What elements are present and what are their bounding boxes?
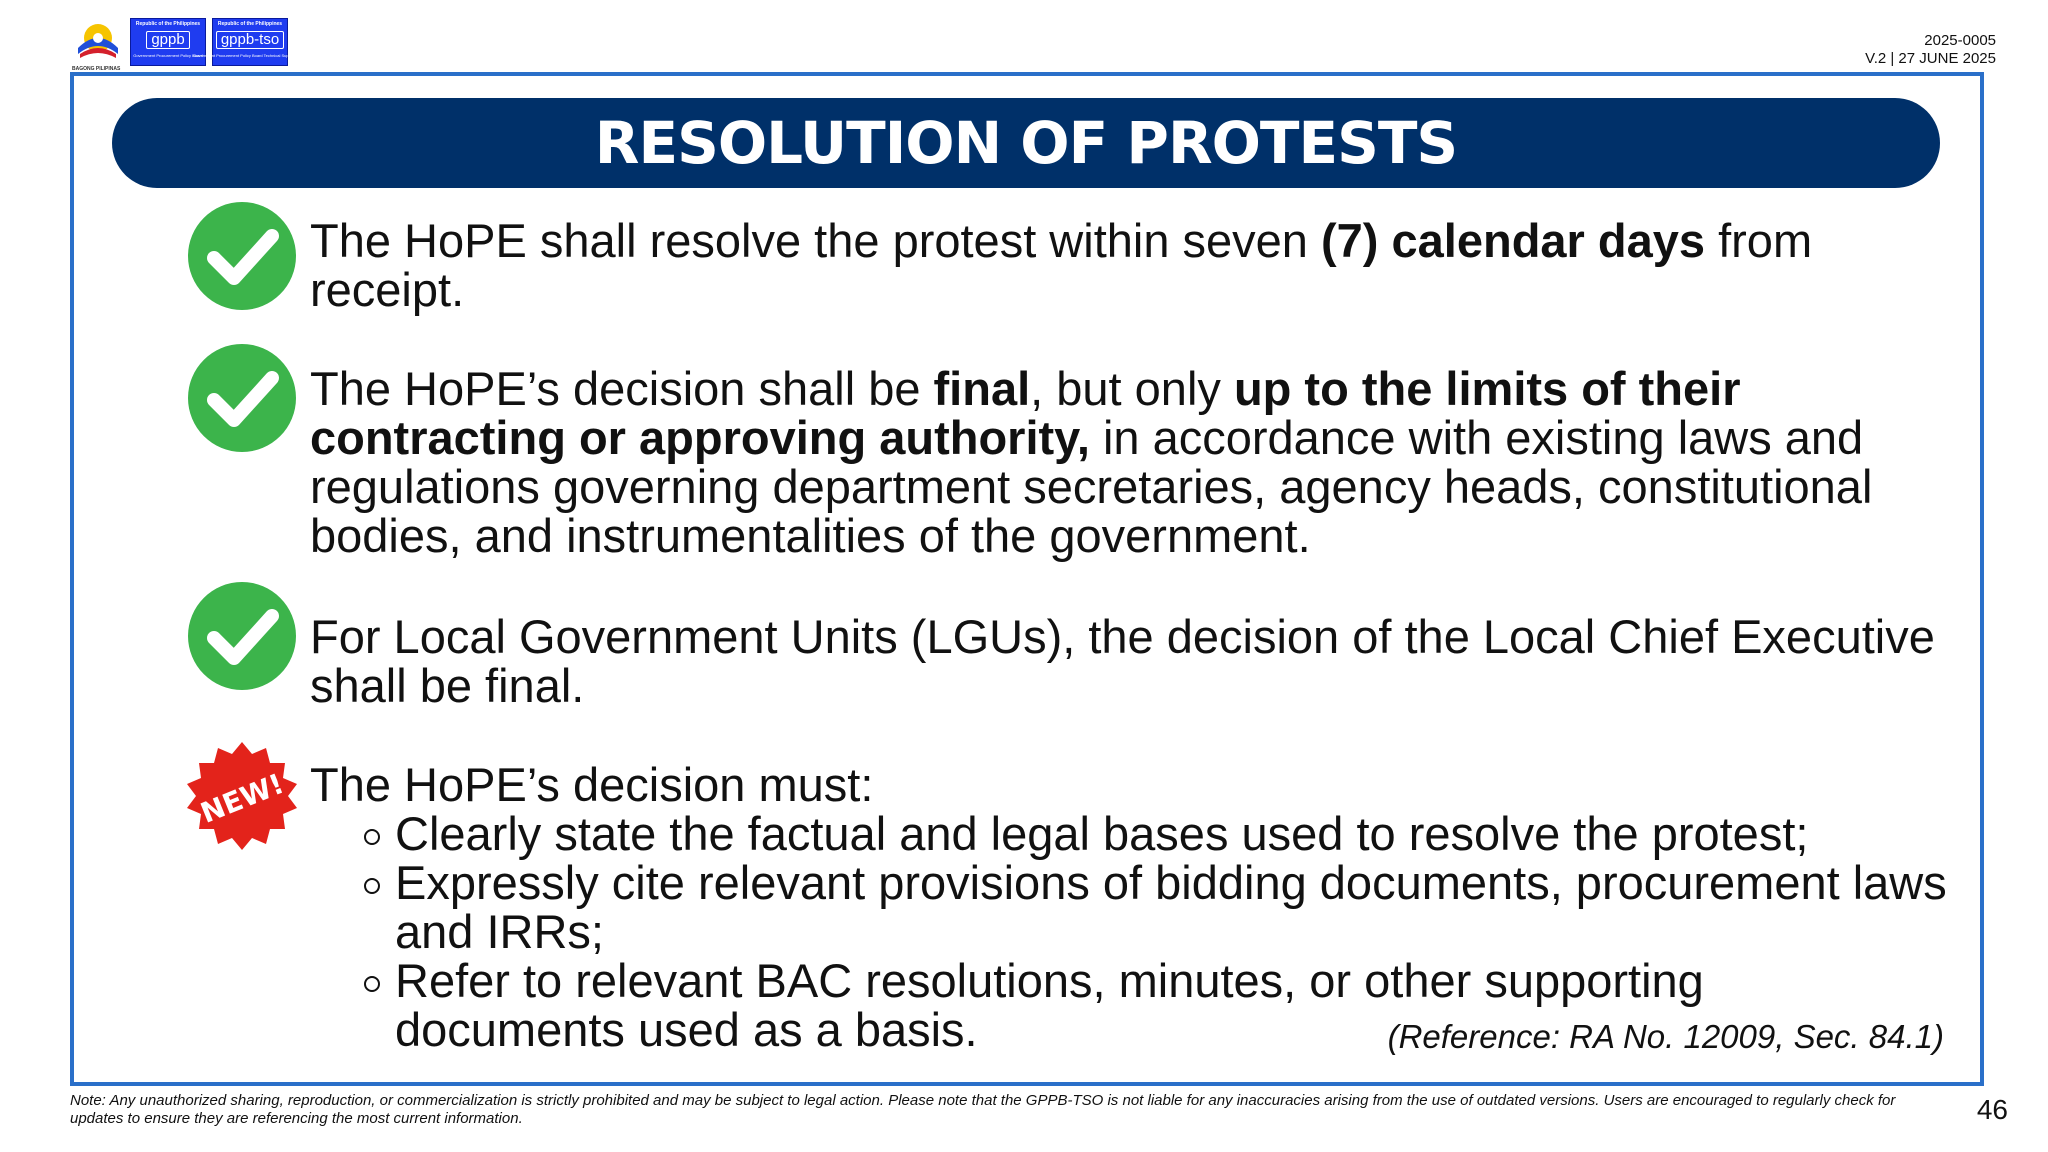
bullet-icon <box>364 976 380 992</box>
protest-item-4 <box>310 760 1950 1054</box>
seal-icon <box>72 18 124 62</box>
footer-note: Note: Any unauthorized sharing, reproduction, or commercialization is strictly prohibited and may be subject to legal action. Please note that the GPPB-TSO is not liable for any inaccuracies arising from the use of outdated versions. Users are encouraged to regularly check for updates to ensure they are referencing the most current information. <box>70 1092 1896 1127</box>
decision-must-intro: The HoPE’s decision must: <box>310 758 874 811</box>
gppb-tso-logo: Republic of the Philippines gppb-tso Government Procurement Policy Board Technical Support Office <box>212 18 288 66</box>
bullet-icon <box>364 829 380 845</box>
check-icon <box>186 580 298 692</box>
bullet-icon <box>364 878 380 894</box>
list-item: Refer to relevant BAC resolutions, minutes, or other supporting documents used as a basis. <box>310 956 1950 1054</box>
list-item: Clearly state the factual and legal bases used to resolve the protest; <box>310 809 1950 858</box>
bagong-pilipinas-seal: BAGONG PILIPINAS <box>72 18 124 70</box>
doc-version: V.2 | 27 JUNE 2025 <box>1865 50 1996 67</box>
doc-number: 2025-0005 <box>1924 32 1996 49</box>
check-icon <box>186 200 298 312</box>
check-icon <box>186 342 298 454</box>
title-banner <box>112 98 1940 188</box>
header-logos <box>72 18 307 72</box>
protest-item-3: For Local Government Units (LGUs), the decision of the Local Chief Executive shall be final. <box>310 610 1935 712</box>
protest-item-1: The HoPE shall resolve the protest within seven (7) calendar days from receipt. <box>310 214 1813 316</box>
page-title: RESOLUTION OF PROTESTS <box>594 109 1458 177</box>
page-number: 46 <box>1976 1094 2008 1125</box>
list-item: Expressly cite relevant provisions of bidding documents, procurement laws and IRRs; <box>310 858 1950 956</box>
gppb-logo: Republic of the Philippines gppb Government Procurement Policy Board <box>130 18 206 66</box>
protest-item-2: The HoPE’s decision shall be final, but only up to the limits of their contracting or approving authority, in accordance with existing laws and regulations governing department secretaries, agency heads, constitutional bodies, and instrumentalities of the government. <box>310 362 1873 562</box>
legal-reference: (Reference: RA No. 12009, Sec. 84.1) <box>1387 1018 1944 1055</box>
new-badge-text: NEW! <box>196 767 289 830</box>
document-reference <box>1865 32 1996 68</box>
